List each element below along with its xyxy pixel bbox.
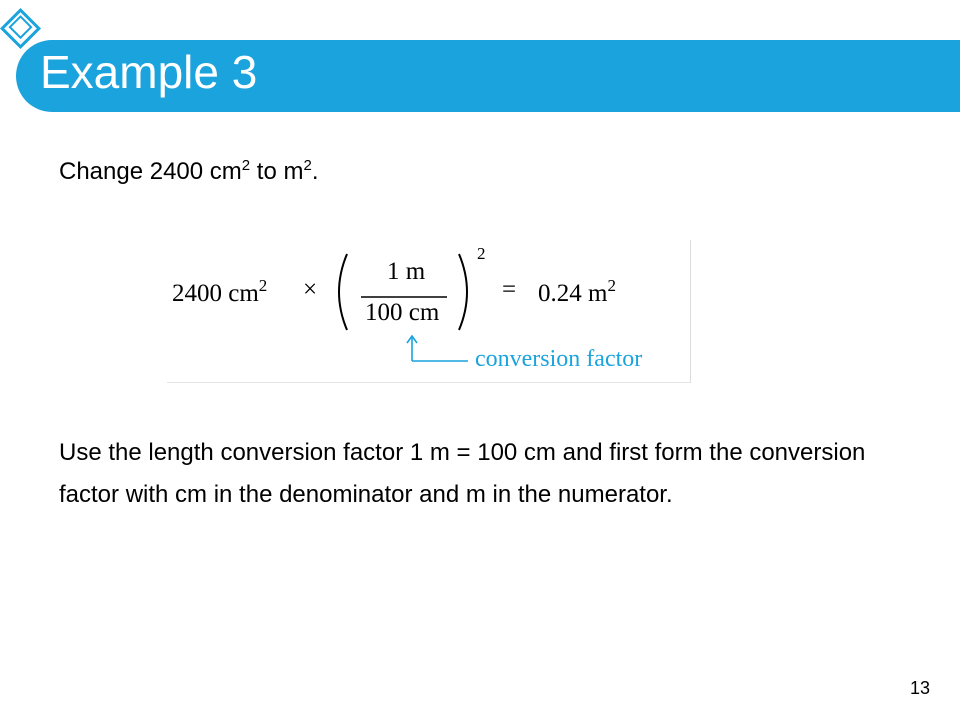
equation-lhs-exponent: 2 <box>258 276 268 295</box>
fraction-power: 2 <box>477 244 486 263</box>
slide-title: Example 3 <box>40 46 258 98</box>
problem-lead-exponent: 2 <box>241 157 251 174</box>
diamond-inner-icon <box>8 15 32 39</box>
numerator: 1 m <box>387 258 426 285</box>
equation-rhs <box>538 276 616 308</box>
equation-rhs-exponent: 2 <box>607 276 616 295</box>
equation-lhs <box>172 276 267 308</box>
denominator: 100 cm <box>365 299 440 326</box>
equation-figure <box>167 240 691 383</box>
left-paren <box>339 254 347 330</box>
equals-sign: = <box>502 276 517 303</box>
times-sign: × <box>303 276 318 303</box>
problem-mid: to m <box>250 158 304 185</box>
problem-lead: Change 2400 cm <box>59 158 242 185</box>
equation-lhs-text: 2400 cm <box>172 280 259 307</box>
explanation-text: Use the length conversion factor 1 m = 100 cm and first form the conversion factor with cm in the denominator and m in the numerator. <box>59 439 866 508</box>
page-number: 13 <box>909 678 930 698</box>
right-paren <box>459 254 467 330</box>
equation-rhs-text: 0.24 m <box>538 280 608 307</box>
problem-mid-exponent: 2 <box>303 157 312 174</box>
problem-statement <box>59 157 319 186</box>
problem-tail: . <box>311 158 319 185</box>
conversion-factor-label: conversion factor <box>475 346 643 372</box>
annotation-arrow <box>402 334 472 374</box>
